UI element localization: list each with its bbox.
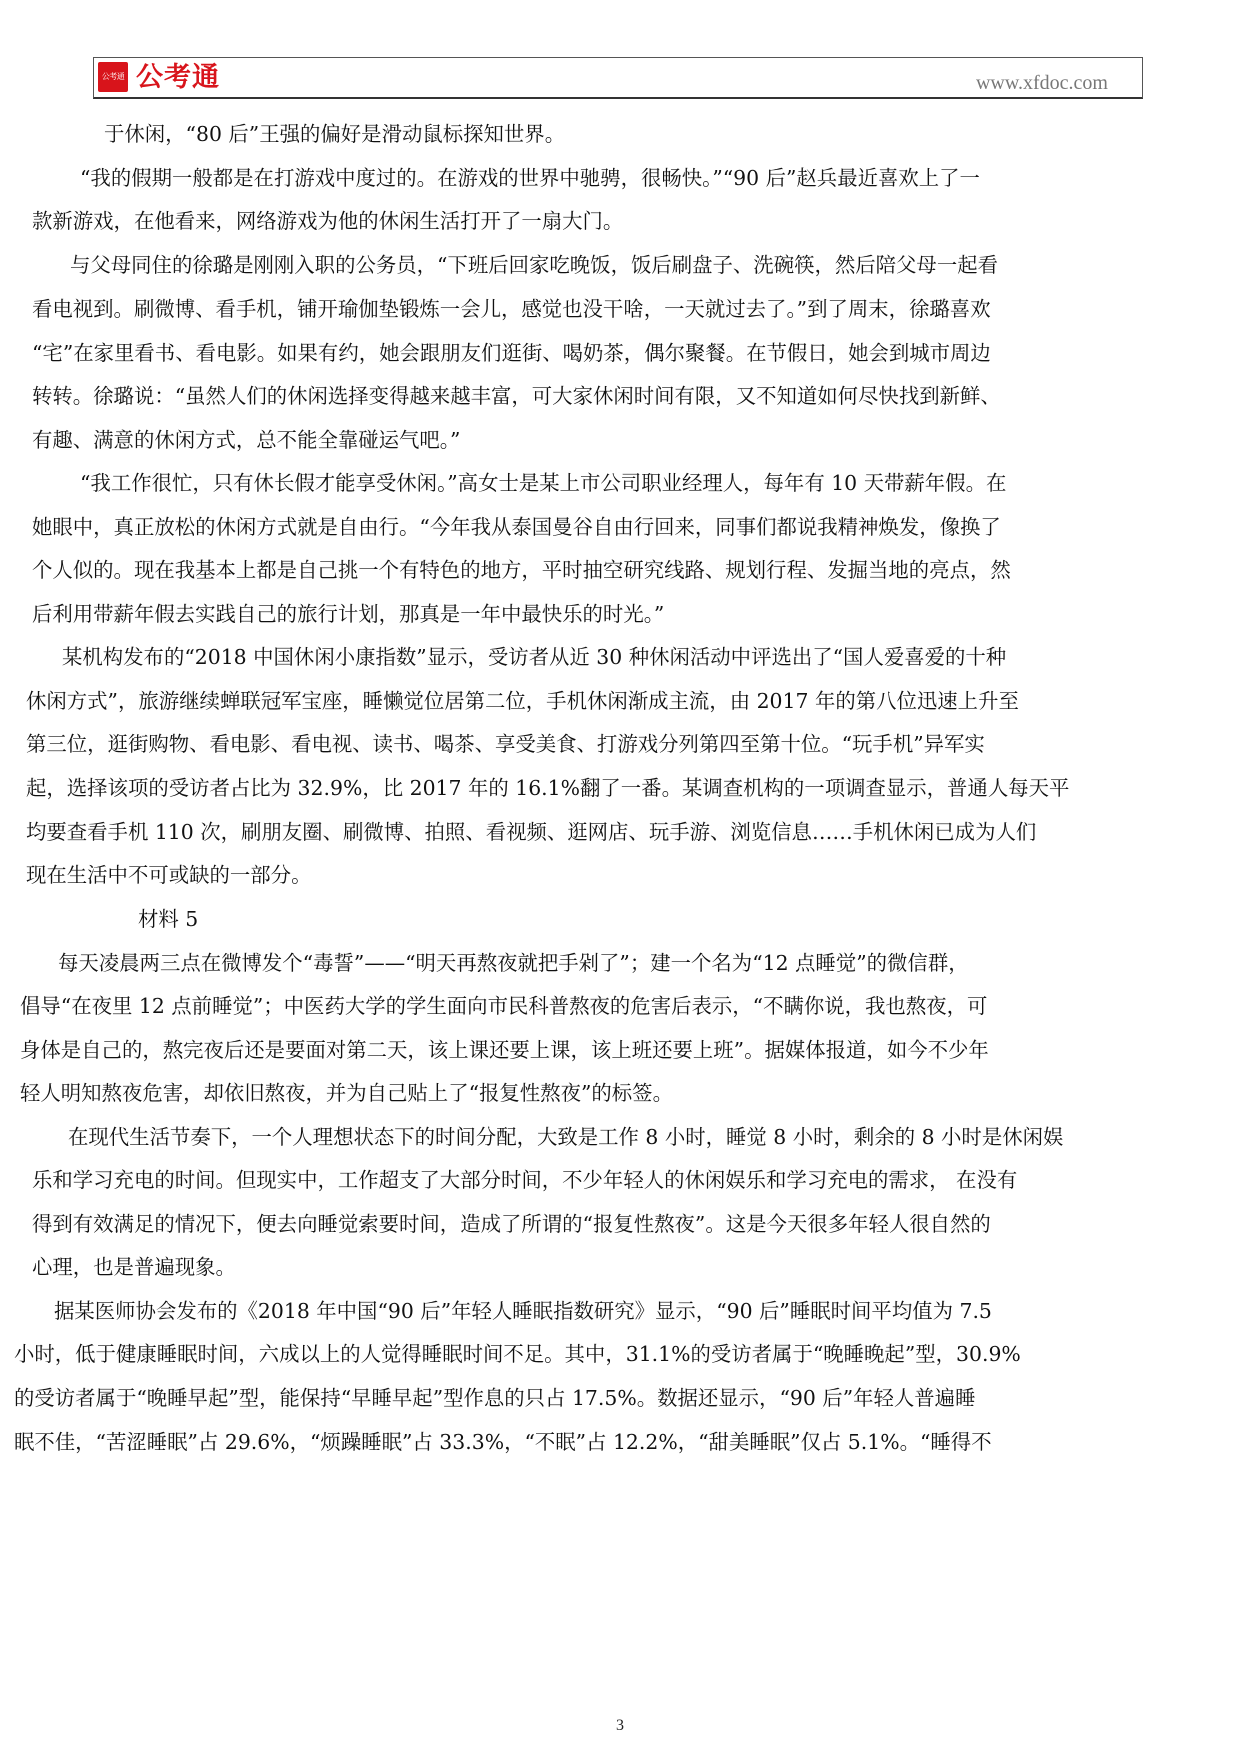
text-line: 得到有效满足的情况下，便去向睡觉索要时间，造成了所谓的“报复性熬夜”。这是今天很多年轻人很自然的 [32, 1212, 991, 1236]
text-line: 现在生活中不可或缺的一部分。 [26, 863, 312, 887]
text-line: “我的假期一般都是在打游戏中度过的。在游戏的世界中驰骋，很畅快。”“90 后”赵兵最近喜欢上了一 [80, 166, 980, 190]
text-line: 据某医师协会发布的《2018 年中国“90 后”年轻人睡眠指数研究》显示，“90 后”睡眠时间平均值为 7.5 [54, 1299, 992, 1323]
text-line: 材料 5 [138, 907, 199, 931]
text-line: 每天凌晨两三点在微博发个“毒誓”——“明天再熬夜就把手剁了”；建一个名为“12 点睡觉”的微信群， [58, 951, 969, 975]
text-line: 于休闲，“80 后”王强的偏好是滑动鼠标探知世界。 [104, 122, 566, 146]
site-url[interactable]: www.xfdoc.com [975, 72, 1108, 94]
text-line: “宅”在家里看书、看电影。如果有约，她会跟朋友们逛街、喝奶茶，偶尔聚餐。在节假日，她会到城市周边 [32, 341, 991, 365]
text-line: “我工作很忙，只有休长假才能享受休闲。”高女士是某上市公司职业经理人，每年有 10 天带薪年假。在 [80, 471, 1007, 495]
logo-text: 公考通 [136, 62, 220, 93]
text-line: 起，选择该项的受访者占比为 32.9%，比 2017 年的 16.1%翻了一番。某调查机构的一项调查显示，普通人每天平 [26, 776, 1070, 800]
text-line: 轻人明知熬夜危害，却依旧熬夜，并为自己贴上了“报复性熬夜”的标签。 [20, 1081, 673, 1105]
logo-badge: 公考通 [98, 62, 128, 92]
text-line: 后利用带薪年假去实践自己的旅行计划，那真是一年中最快乐的时光。” [32, 602, 665, 626]
text-line: 某机构发布的“2018 中国休闲小康指数”显示，受访者从近 30 种休闲活动中评选出了“国人爱喜爱的十种 [62, 645, 1007, 669]
text-line: 第三位，逛街购物、看电影、看电视、读书、喝茶、享受美食、打游戏分列第四至第十位。“玩手机”异军实 [26, 732, 985, 756]
text-line: 乐和学习充电的时间。但现实中，工作超支了大部分时间，不少年轻人的休闲娱乐和学习充电的需求， 在没有 [32, 1168, 1018, 1192]
text-line: 看电视到。刷微博、看手机，铺开瑜伽垫锻炼一会儿，感觉也没干啥，一天就过去了。”到了周末，徐璐喜欢 [32, 297, 991, 321]
text-line: 小时，低于健康睡眠时间，六成以上的人觉得睡眠时间不足。其中，31.1%的受访者属于“晚睡晚起”型，30.9% [14, 1342, 1021, 1366]
page-header [93, 57, 1143, 99]
text-line: 有趣、满意的休闲方式，总不能全靠碰运气吧。” [32, 428, 461, 452]
text-line: 她眼中，真正放松的休闲方式就是自由行。“今年我从泰国曼谷自由行回来，同事们都说我精神焕发，像换了 [32, 515, 1001, 539]
text-line: 的受访者属于“晚睡早起”型，能保持“早睡早起”型作息的只占 17.5%。数据还显示，“90 后”年轻人普遍睡 [14, 1386, 976, 1410]
text-line: 休闲方式”，旅游继续蝉联冠军宝座，睡懒觉位居第二位，手机休闲渐成主流，由 2017 年的第八位迅速上升至 [26, 689, 1019, 713]
text-line: 眠不佳，“苦涩睡眠”占 29.6%，“烦躁睡眠”占 33.3%，“不眠”占 12.2%，“甜美睡眠”仅占 5.1%。“睡得不 [14, 1430, 992, 1454]
text-line: 转转。徐璐说：“虽然人们的休闲选择变得越来越丰富，可大家休闲时间有限，又不知道如何尽快找到新鲜、 [32, 384, 1001, 408]
text-line: 身体是自己的，熬完夜后还是要面对第二天，该上课还要上课，该上班还要上班”。据媒体报道，如今不少年 [20, 1038, 989, 1062]
text-line: 倡导“在夜里 12 点前睡觉”；中医药大学的学生面向市民科普熬夜的危害后表示，“不瞒你说，我也熬夜，可 [20, 994, 988, 1018]
text-line: 个人似的。现在我基本上都是自己挑一个有特色的地方，平时抽空研究线路、规划行程、发掘当地的亮点，然 [32, 558, 1011, 582]
text-line: 均要查看手机 110 次，刷朋友圈、刷微博、拍照、看视频、逛网店、玩手游、浏览信息……手机休闲已成为人们 [26, 820, 1037, 844]
page-number: 3 [616, 1717, 624, 1734]
text-line: 在现代生活节奏下，一个人理想状态下的时间分配，大致是工作 8 小时，睡觉 8 小时，剩余的 8 小时是休闲娱 [68, 1125, 1064, 1149]
text-line: 心理，也是普遍现象。 [32, 1255, 236, 1279]
text-line: 款新游戏，在他看来，网络游戏为他的休闲生活打开了一扇大门。 [32, 209, 624, 233]
text-line: 与父母同住的徐璐是刚刚入职的公务员，“下班后回家吃晚饭，饭后刷盘子、洗碗筷，然后陪父母一起看 [70, 253, 998, 277]
